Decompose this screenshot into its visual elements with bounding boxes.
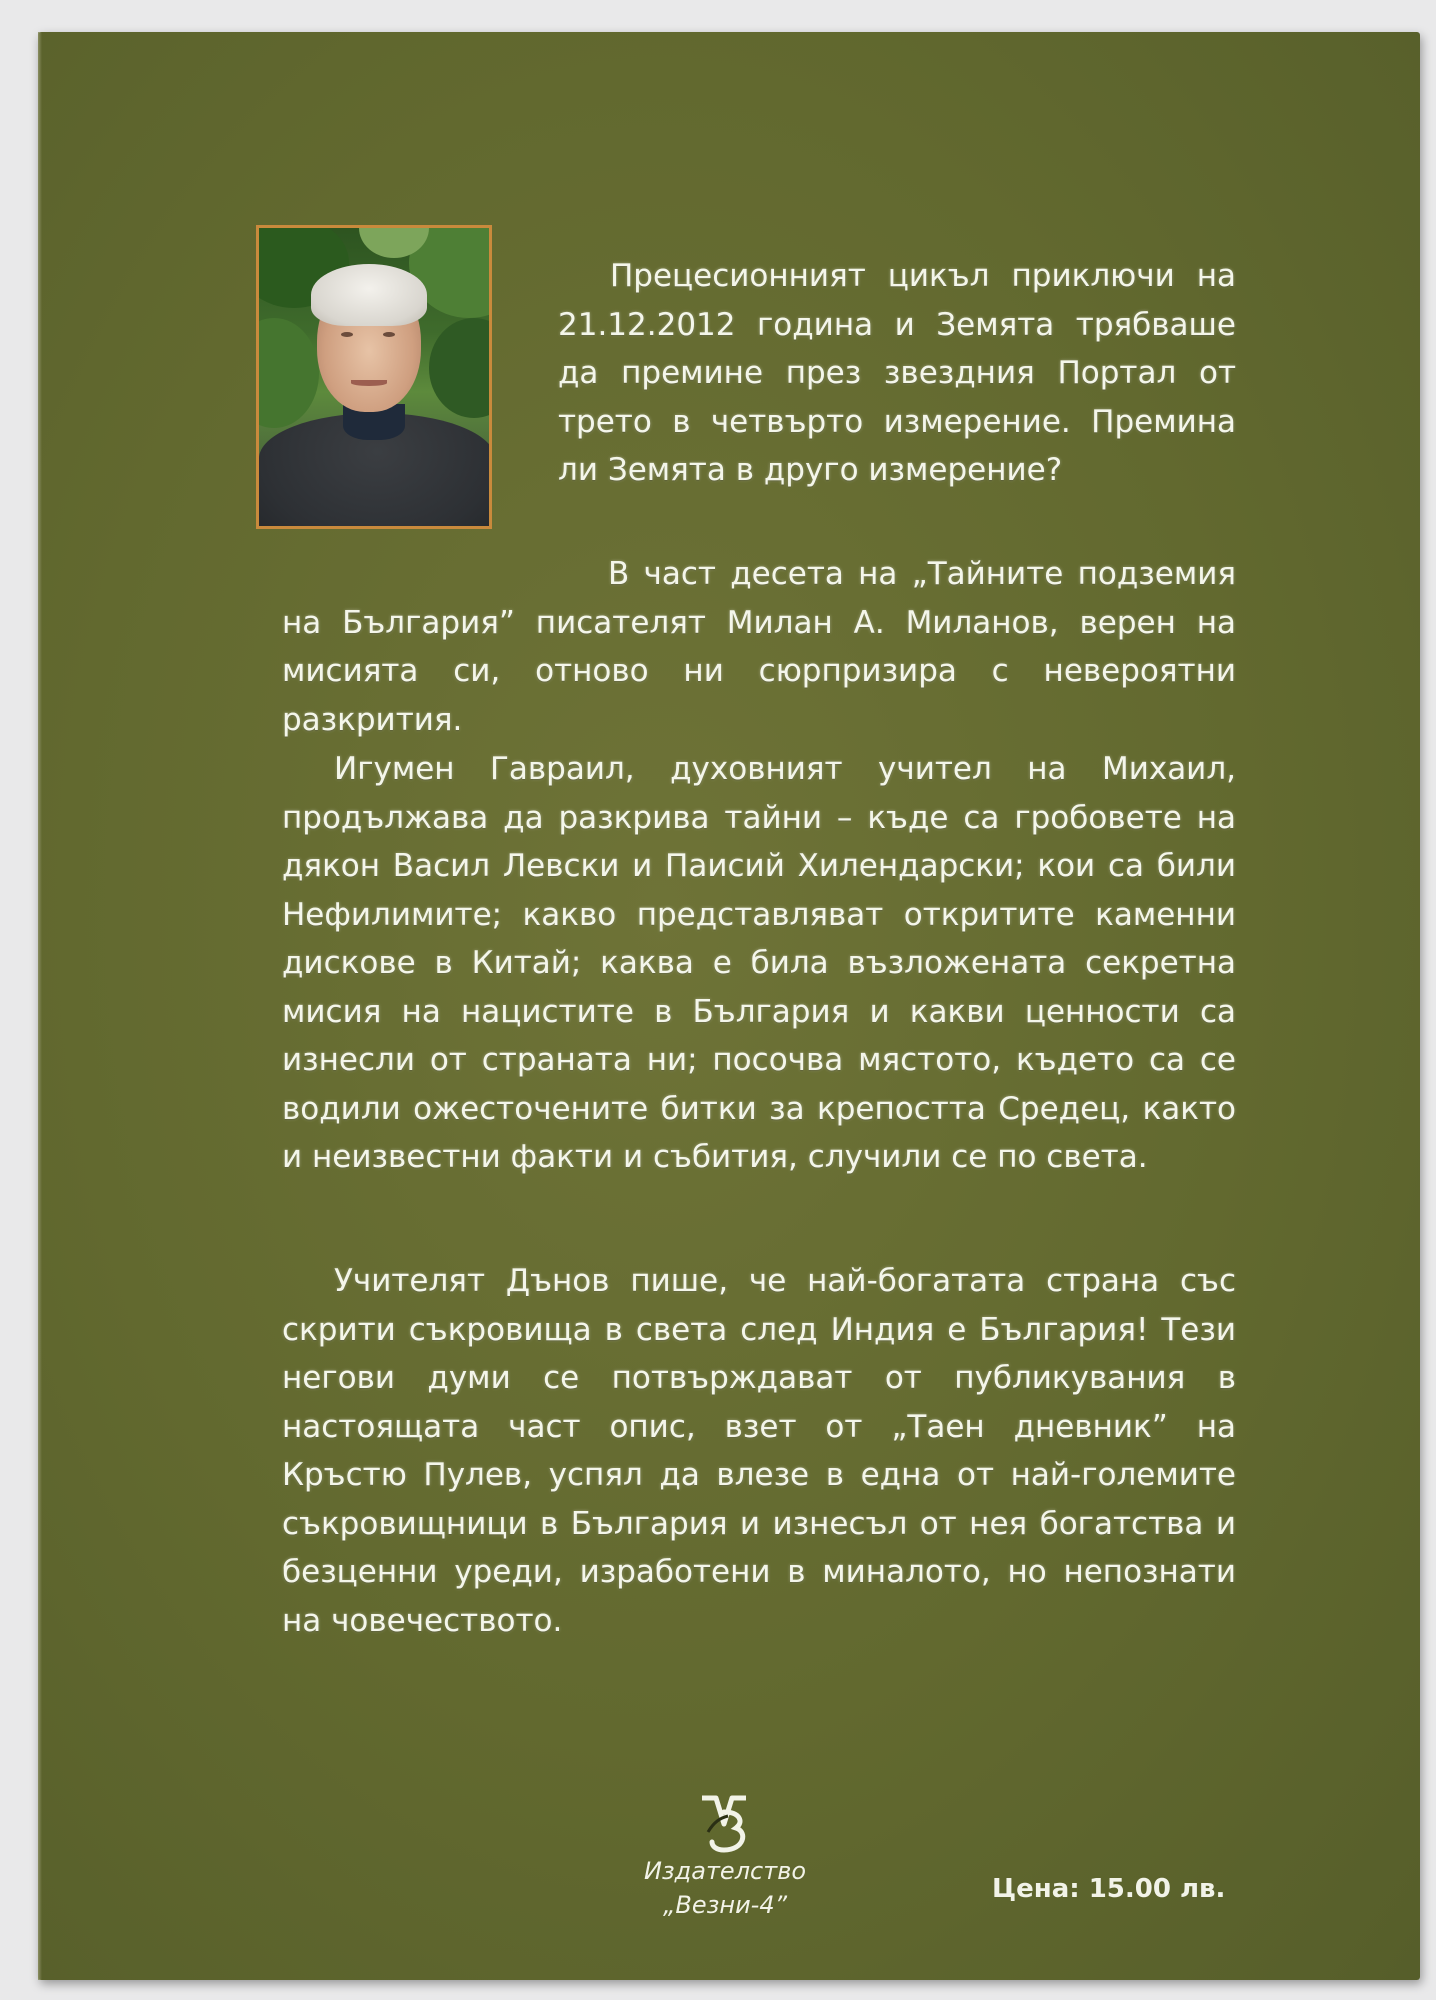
price-label: Цена: 15.00 лв.	[992, 1874, 1226, 1904]
summary-paragraph: В част десета на „Тайните подземия на България” писателят Милан А. Миланов, верен на мисията си, отново ни сюрпризира с невероятни разкрития.	[282, 556, 1236, 738]
closing-paragraph: Учителят Дънов пише, че най-богатата страна със скрити съкровища в света след Индия е България! Тези негови думи се потвърждават от публикувания в настоящата част опис, взет от „Таен дневник” на Кръстю Пулев, успял да влезе в една от най-големите съкровищници в България и изнесъл от нея богатства и безценни уреди, изработени в миналото, но непознати на човечеството.	[282, 1263, 1236, 1639]
publisher-logo-icon	[694, 1792, 754, 1854]
publisher-line-2: „Везни-4”	[662, 1891, 788, 1919]
cover-edge	[38, 32, 42, 1980]
publisher-line-1: Издателство	[643, 1857, 807, 1885]
publisher-name	[620, 1854, 830, 1922]
author-photo	[256, 225, 492, 529]
content-paragraph: Игумен Гавраил, духовният учител на Михаил, продължава да разкрива тайни – къде са гробовете на дякон Васил Левски и Паисий Хилендарски; кои са били Нефилимите; какво представляват откритите каменни дискове в Китай; каква е била възложената секретна мисия на нацистите в България и какви ценности са изнесли от страната ни; посочва мястото, където са се водили ожесточените битки за крепостта Средец, както и неизвестни факти и събития, случили се по света.	[282, 751, 1236, 1175]
intro-paragraph: Прецесионният цикъл приключи на 21.12.2012 година и Земята трябваше да премине през звездния Портал от трето в четвърто измерение. Премина ли Земята в друго измерение?	[558, 258, 1236, 488]
